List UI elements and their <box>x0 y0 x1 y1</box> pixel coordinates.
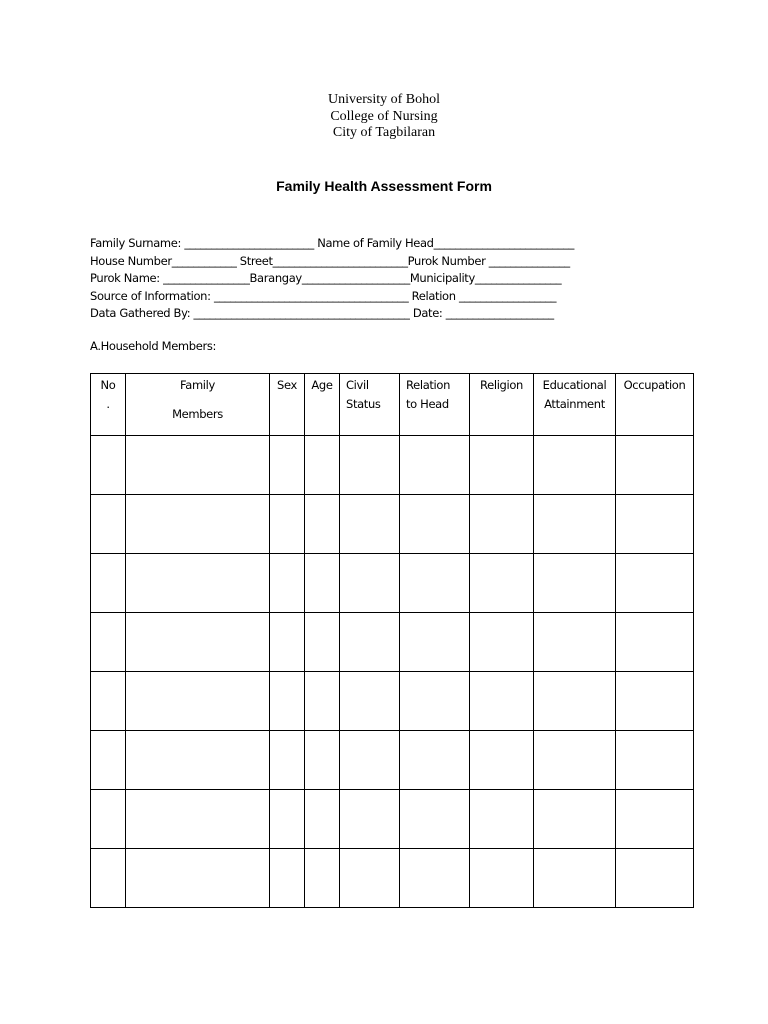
table-row <box>91 672 694 731</box>
cell-civil-status[interactable] <box>340 554 400 613</box>
cell-occupation[interactable] <box>616 849 694 908</box>
college-name: College of Nursing <box>330 108 438 124</box>
header-age: Age <box>305 374 340 436</box>
cell-family-members[interactable] <box>126 672 270 731</box>
cell-family-members[interactable] <box>126 731 270 790</box>
header-educational-attainment: Educational Attainment <box>534 374 616 436</box>
cell-relation-to-head[interactable] <box>400 554 470 613</box>
cell-no[interactable] <box>91 495 126 554</box>
cell-family-members[interactable] <box>126 495 270 554</box>
cell-religion[interactable] <box>470 731 534 790</box>
cell-educational-attainment[interactable] <box>534 554 616 613</box>
cell-age[interactable] <box>305 554 340 613</box>
cell-occupation[interactable] <box>616 613 694 672</box>
cell-relation-to-head[interactable] <box>400 849 470 908</box>
university-name: University of Bohol <box>328 92 440 107</box>
cell-educational-attainment[interactable] <box>534 495 616 554</box>
cell-family-members[interactable] <box>126 436 270 495</box>
cell-civil-status[interactable] <box>340 672 400 731</box>
cell-family-members[interactable] <box>126 554 270 613</box>
cell-civil-status[interactable] <box>340 436 400 495</box>
cell-no[interactable] <box>91 849 126 908</box>
cell-sex[interactable] <box>270 790 305 849</box>
cell-no[interactable] <box>91 613 126 672</box>
form-title: Family Health Assessment Form <box>276 178 492 194</box>
field-line-family-surname[interactable]: Family Surname: ________________________ Name of Family Head__________________________ <box>90 236 575 250</box>
cell-age[interactable] <box>305 495 340 554</box>
header-civil-status: Civil Status <box>340 374 400 436</box>
cell-sex[interactable] <box>270 554 305 613</box>
field-line-purok-name[interactable]: Purok Name: ________________Barangay____________________Municipality________________ <box>90 271 562 285</box>
cell-relation-to-head[interactable] <box>400 613 470 672</box>
cell-religion[interactable] <box>470 436 534 495</box>
cell-civil-status[interactable] <box>340 849 400 908</box>
cell-civil-status[interactable] <box>340 613 400 672</box>
table-row <box>91 731 694 790</box>
household-members-table <box>90 373 694 908</box>
cell-relation-to-head[interactable] <box>400 436 470 495</box>
header-occupation: Occupation <box>616 374 694 436</box>
table-row <box>91 436 694 495</box>
cell-age[interactable] <box>305 613 340 672</box>
cell-sex[interactable] <box>270 672 305 731</box>
institution-header <box>0 92 768 142</box>
table-row <box>91 613 694 672</box>
cell-age[interactable] <box>305 849 340 908</box>
city-name: City of Tagbilaran <box>332 125 436 140</box>
cell-relation-to-head[interactable] <box>400 790 470 849</box>
cell-educational-attainment[interactable] <box>534 672 616 731</box>
cell-educational-attainment[interactable] <box>534 849 616 908</box>
field-line-house-number[interactable]: House Number____________ Street_________________________Purok Number _______________ <box>90 253 570 268</box>
header-relation-to-head: Relation to Head <box>400 374 470 436</box>
cell-occupation[interactable] <box>616 554 694 613</box>
cell-religion[interactable] <box>470 495 534 554</box>
cell-age[interactable] <box>305 731 340 790</box>
cell-family-members[interactable] <box>126 790 270 849</box>
table-header-row <box>91 374 694 436</box>
cell-occupation[interactable] <box>616 790 694 849</box>
field-line-data-gathered-by[interactable]: Data Gathered By: ________________________________________ Date: ____________________ <box>90 306 554 320</box>
family-info-fields <box>90 235 690 323</box>
cell-family-members[interactable] <box>126 613 270 672</box>
cell-civil-status[interactable] <box>340 495 400 554</box>
cell-family-members[interactable] <box>126 849 270 908</box>
cell-sex[interactable] <box>270 495 305 554</box>
cell-no[interactable] <box>91 790 126 849</box>
header-no: No . <box>91 374 126 436</box>
cell-religion[interactable] <box>470 790 534 849</box>
cell-civil-status[interactable] <box>340 790 400 849</box>
cell-educational-attainment[interactable] <box>534 790 616 849</box>
cell-sex[interactable] <box>270 436 305 495</box>
header-sex: Sex <box>270 374 305 436</box>
cell-educational-attainment[interactable] <box>534 731 616 790</box>
cell-age[interactable] <box>305 790 340 849</box>
cell-religion[interactable] <box>470 613 534 672</box>
cell-age[interactable] <box>305 436 340 495</box>
table-row <box>91 495 694 554</box>
cell-sex[interactable] <box>270 613 305 672</box>
cell-religion[interactable] <box>470 849 534 908</box>
cell-no[interactable] <box>91 554 126 613</box>
section-title-household-members: A.Household Members: <box>90 339 217 353</box>
cell-occupation[interactable] <box>616 672 694 731</box>
cell-civil-status[interactable] <box>340 731 400 790</box>
cell-educational-attainment[interactable] <box>534 613 616 672</box>
cell-religion[interactable] <box>470 554 534 613</box>
cell-occupation[interactable] <box>616 436 694 495</box>
header-religion: Religion <box>470 374 534 436</box>
field-line-source-of-information[interactable]: Source of Information: ____________________________________ Relation __________________ <box>90 288 557 303</box>
cell-relation-to-head[interactable] <box>400 495 470 554</box>
cell-sex[interactable] <box>270 731 305 790</box>
cell-age[interactable] <box>305 672 340 731</box>
cell-sex[interactable] <box>270 849 305 908</box>
table-row <box>91 790 694 849</box>
cell-relation-to-head[interactable] <box>400 672 470 731</box>
cell-no[interactable] <box>91 731 126 790</box>
cell-religion[interactable] <box>470 672 534 731</box>
cell-occupation[interactable] <box>616 731 694 790</box>
table-row <box>91 849 694 908</box>
cell-no[interactable] <box>91 436 126 495</box>
cell-educational-attainment[interactable] <box>534 436 616 495</box>
header-family-members: Family Members <box>126 374 270 436</box>
table-row <box>91 554 694 613</box>
cell-no[interactable] <box>91 672 126 731</box>
cell-occupation[interactable] <box>616 495 694 554</box>
cell-relation-to-head[interactable] <box>400 731 470 790</box>
